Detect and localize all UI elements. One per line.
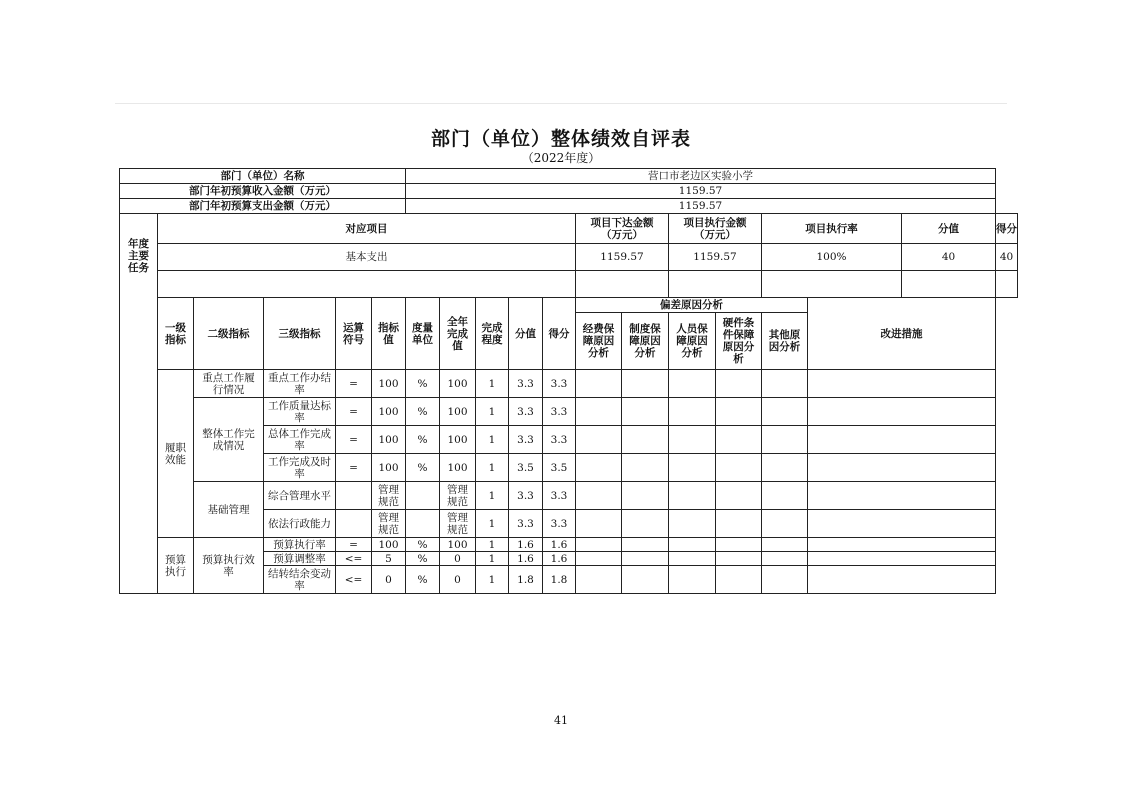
deviation-cell xyxy=(669,370,716,398)
deviation-cell xyxy=(762,538,808,552)
degree-cell: 1 xyxy=(476,566,509,594)
task-score: 40 xyxy=(996,244,1018,271)
score-cell: 3.3 xyxy=(543,398,576,426)
actual-cell: 100 xyxy=(440,538,476,552)
improvement-cell xyxy=(808,566,996,594)
task-header-rate: 项目执行率 xyxy=(762,214,902,244)
deviation-cell xyxy=(762,398,808,426)
header-deviation-group: 偏差原因分析 xyxy=(576,298,808,313)
score-cell: 3.3 xyxy=(543,426,576,454)
operator-cell: = xyxy=(336,398,372,426)
page-number: 41 xyxy=(554,714,568,727)
score-value-cell: 3.3 xyxy=(509,398,543,426)
deviation-cell xyxy=(716,426,762,454)
task-header-score: 得分 xyxy=(996,214,1018,244)
score-value-cell: 3.3 xyxy=(509,426,543,454)
actual-cell: 100 xyxy=(440,454,476,482)
task-executed: 1159.57 xyxy=(669,244,762,271)
header-improvement: 改进措施 xyxy=(808,298,996,370)
header-target: 指标 值 xyxy=(372,298,406,370)
deviation-cell xyxy=(669,552,716,566)
degree-cell: 1 xyxy=(476,538,509,552)
evaluation-table xyxy=(119,168,1018,594)
header-operator: 运算 符号 xyxy=(336,298,372,370)
deviation-cell xyxy=(762,426,808,454)
level1-indicator: 预算 执行 xyxy=(158,538,194,594)
operator-cell xyxy=(336,482,372,510)
degree-cell: 1 xyxy=(476,552,509,566)
operator-cell: = xyxy=(336,538,372,552)
header-score: 得分 xyxy=(543,298,576,370)
unit-cell: % xyxy=(406,566,440,594)
operator-cell: = xyxy=(336,454,372,482)
deviation-cell xyxy=(576,370,622,398)
deviation-cell xyxy=(762,566,808,594)
improvement-cell xyxy=(808,538,996,552)
operator-cell: = xyxy=(336,370,372,398)
deviation-cell xyxy=(576,552,622,566)
score-cell: 1.8 xyxy=(543,566,576,594)
header-label-0: 部门（单位）名称 xyxy=(120,169,406,184)
score-value-cell: 3.3 xyxy=(509,482,543,510)
improvement-cell xyxy=(808,510,996,538)
deviation-cell xyxy=(622,426,669,454)
unit-cell: % xyxy=(406,426,440,454)
deviation-cell xyxy=(762,482,808,510)
score-value-cell: 3.3 xyxy=(509,370,543,398)
deviation-cell xyxy=(716,454,762,482)
improvement-cell xyxy=(808,482,996,510)
task-empty xyxy=(576,271,669,298)
deviation-cell xyxy=(669,482,716,510)
score-cell: 3.5 xyxy=(543,454,576,482)
header-dev-personnel: 人员保 障原因 分析 xyxy=(669,313,716,370)
deviation-cell xyxy=(669,510,716,538)
task-header-allocated: 项目下达金额 （万元） xyxy=(576,214,669,244)
deviation-cell xyxy=(716,552,762,566)
header-label-2: 部门年初预算支出金额（万元） xyxy=(120,199,406,214)
deviation-cell xyxy=(576,566,622,594)
deviation-cell xyxy=(716,482,762,510)
actual-cell: 管理 规范 xyxy=(440,510,476,538)
target-cell: 100 xyxy=(372,454,406,482)
degree-cell: 1 xyxy=(476,398,509,426)
operator-cell xyxy=(336,510,372,538)
task-rate: 100% xyxy=(762,244,902,271)
degree-cell: 1 xyxy=(476,370,509,398)
header-value-2: 1159.57 xyxy=(406,199,996,214)
target-cell: 管理 规范 xyxy=(372,482,406,510)
target-cell: 0 xyxy=(372,566,406,594)
deviation-cell xyxy=(669,426,716,454)
level3-indicator: 预算执行率 xyxy=(264,538,336,552)
level2-indicator: 基础管理 xyxy=(194,482,264,538)
target-cell: 5 xyxy=(372,552,406,566)
deviation-cell xyxy=(716,510,762,538)
deviation-cell xyxy=(622,566,669,594)
improvement-cell xyxy=(808,454,996,482)
deviation-cell xyxy=(622,552,669,566)
improvement-cell xyxy=(808,370,996,398)
score-cell: 3.3 xyxy=(543,510,576,538)
page-title: 部门（单位）整体绩效自评表 xyxy=(430,128,691,150)
level3-indicator: 依法行政能力 xyxy=(264,510,336,538)
operator-cell: = xyxy=(336,426,372,454)
actual-cell: 0 xyxy=(440,552,476,566)
operator-cell: <= xyxy=(336,566,372,594)
task-empty xyxy=(902,271,996,298)
target-cell: 100 xyxy=(372,426,406,454)
deviation-cell xyxy=(576,426,622,454)
score-value-cell: 3.3 xyxy=(509,510,543,538)
unit-cell: % xyxy=(406,454,440,482)
header-unit: 度量 单位 xyxy=(406,298,440,370)
task-empty xyxy=(669,271,762,298)
deviation-cell xyxy=(669,538,716,552)
header-score-value: 分值 xyxy=(509,298,543,370)
deviation-cell xyxy=(576,538,622,552)
level3-indicator: 重点工作办结 率 xyxy=(264,370,336,398)
task-empty xyxy=(762,271,902,298)
level3-indicator: 预算调整率 xyxy=(264,552,336,566)
deviation-cell xyxy=(622,370,669,398)
header-value-1: 1159.57 xyxy=(406,184,996,199)
indicator-section-label xyxy=(120,298,158,594)
degree-cell: 1 xyxy=(476,510,509,538)
header-level1: 一级 指标 xyxy=(158,298,194,370)
level2-indicator: 预算执行效 率 xyxy=(194,538,264,594)
task-project: 基本支出 xyxy=(158,244,576,271)
target-cell: 100 xyxy=(372,370,406,398)
page-subtitle: （2022年度） xyxy=(521,151,601,165)
target-cell: 管理 规范 xyxy=(372,510,406,538)
deviation-cell xyxy=(622,454,669,482)
header-level2: 二级指标 xyxy=(194,298,264,370)
level1-indicator: 履职 效能 xyxy=(158,370,194,538)
deviation-cell xyxy=(716,566,762,594)
deviation-cell xyxy=(576,510,622,538)
deviation-cell xyxy=(622,482,669,510)
task-header-executed: 项目执行金额 （万元） xyxy=(669,214,762,244)
deviation-cell xyxy=(669,454,716,482)
task-value: 40 xyxy=(902,244,996,271)
level2-indicator: 重点工作履 行情况 xyxy=(194,370,264,398)
unit-cell xyxy=(406,510,440,538)
degree-cell: 1 xyxy=(476,454,509,482)
degree-cell: 1 xyxy=(476,482,509,510)
level3-indicator: 工作完成及时 率 xyxy=(264,454,336,482)
deviation-cell xyxy=(716,370,762,398)
annual-tasks-label: 年度 主要 任务 xyxy=(120,214,158,298)
deviation-cell xyxy=(622,538,669,552)
improvement-cell xyxy=(808,426,996,454)
target-cell: 100 xyxy=(372,398,406,426)
deviation-cell xyxy=(716,538,762,552)
level3-indicator: 总体工作完成 率 xyxy=(264,426,336,454)
score-value-cell: 3.5 xyxy=(509,454,543,482)
header-dev-funding: 经费保 障原因 分析 xyxy=(576,313,622,370)
unit-cell: % xyxy=(406,398,440,426)
unit-cell: % xyxy=(406,552,440,566)
header-dev-system: 制度保 障原因 分析 xyxy=(622,313,669,370)
header-level3: 三级指标 xyxy=(264,298,336,370)
task-allocated: 1159.57 xyxy=(576,244,669,271)
level2-indicator: 整体工作完 成情况 xyxy=(194,398,264,482)
header-annual-value: 全年 完成 值 xyxy=(440,298,476,370)
improvement-cell xyxy=(808,398,996,426)
actual-cell: 0 xyxy=(440,566,476,594)
degree-cell: 1 xyxy=(476,426,509,454)
level3-indicator: 工作质量达标 率 xyxy=(264,398,336,426)
header-degree: 完成 程度 xyxy=(476,298,509,370)
deviation-cell xyxy=(622,510,669,538)
deviation-cell xyxy=(762,370,808,398)
deviation-cell xyxy=(622,398,669,426)
score-value-cell: 1.6 xyxy=(509,552,543,566)
header-value-0: 营口市老边区实验小学 xyxy=(406,169,996,184)
actual-cell: 管理 规范 xyxy=(440,482,476,510)
task-empty xyxy=(158,271,576,298)
task-empty xyxy=(996,271,1018,298)
improvement-cell xyxy=(808,552,996,566)
deviation-cell xyxy=(762,454,808,482)
page-top-rule xyxy=(115,103,1007,104)
unit-cell: % xyxy=(406,538,440,552)
operator-cell: <= xyxy=(336,552,372,566)
deviation-cell xyxy=(576,398,622,426)
level3-indicator: 结转结余变动 率 xyxy=(264,566,336,594)
header-dev-other: 其他原 因分析 xyxy=(762,313,808,370)
task-header-project: 对应项目 xyxy=(158,214,576,244)
score-cell: 3.3 xyxy=(543,370,576,398)
actual-cell: 100 xyxy=(440,370,476,398)
score-cell: 1.6 xyxy=(543,552,576,566)
unit-cell xyxy=(406,482,440,510)
deviation-cell xyxy=(669,398,716,426)
score-value-cell: 1.6 xyxy=(509,538,543,552)
level3-indicator: 综合管理水平 xyxy=(264,482,336,510)
task-header-value: 分值 xyxy=(902,214,996,244)
unit-cell: % xyxy=(406,370,440,398)
header-label-1: 部门年初预算收入金额（万元） xyxy=(120,184,406,199)
actual-cell: 100 xyxy=(440,398,476,426)
score-cell: 3.3 xyxy=(543,482,576,510)
deviation-cell xyxy=(762,552,808,566)
actual-cell: 100 xyxy=(440,426,476,454)
score-value-cell: 1.8 xyxy=(509,566,543,594)
deviation-cell xyxy=(762,510,808,538)
deviation-cell xyxy=(716,398,762,426)
deviation-cell xyxy=(669,566,716,594)
score-cell: 1.6 xyxy=(543,538,576,552)
deviation-cell xyxy=(576,482,622,510)
target-cell: 100 xyxy=(372,538,406,552)
header-dev-hardware: 硬件条 件保障 原因分 析 xyxy=(716,313,762,370)
deviation-cell xyxy=(576,454,622,482)
